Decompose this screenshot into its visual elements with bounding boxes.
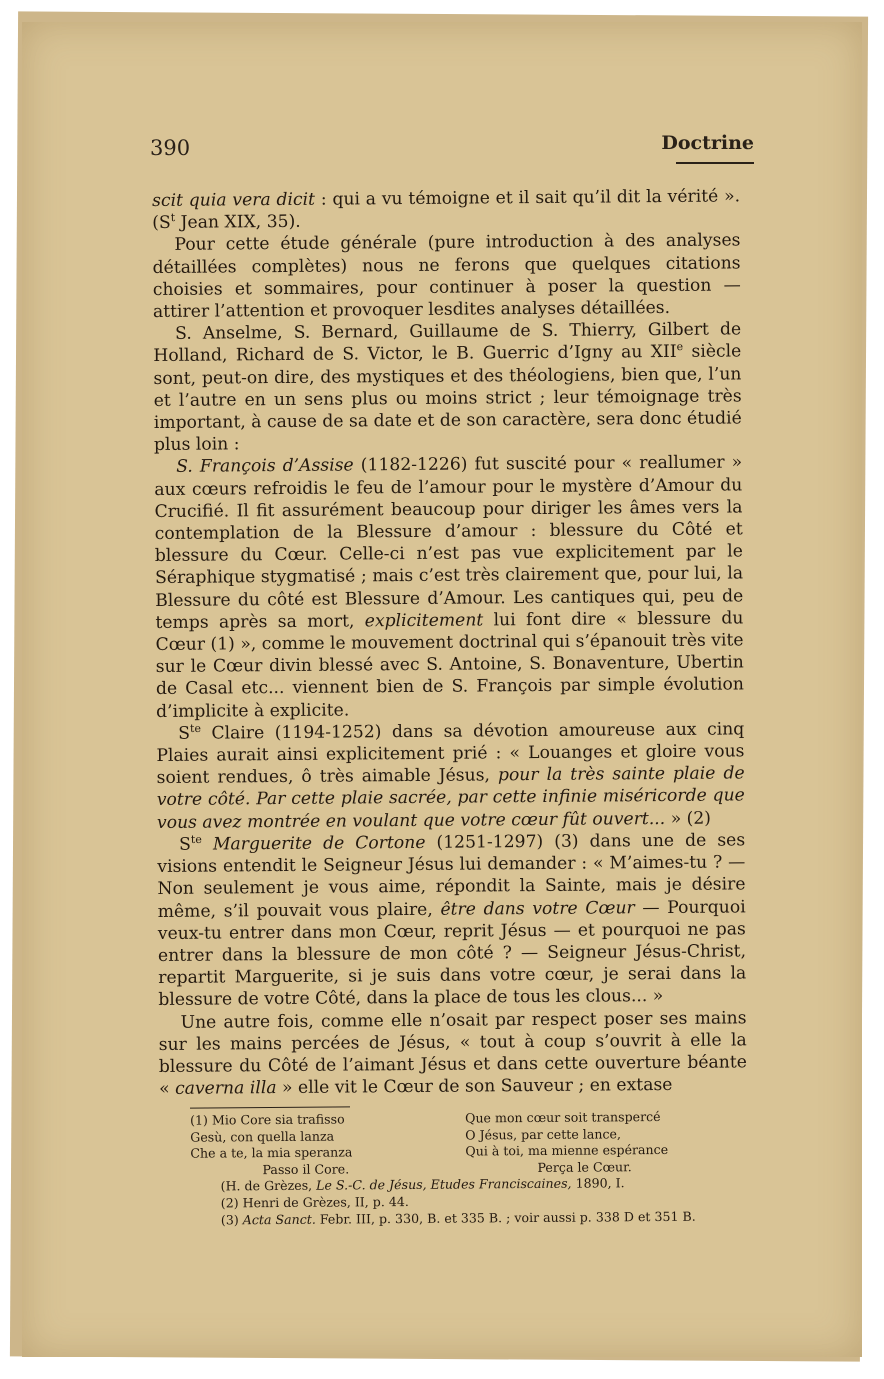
text-run: (1251-1297) (3) dans une de ses visions entendit le Seigneur Jésus lui demander : « M’aimes-tu ? — Non seulement je vous aime, répondit la Sainte, mais je désire même, s’il pouvait vous plaire, xyxy=(157,830,746,922)
poem-line: Qui à toi, ma mienne espérance xyxy=(465,1142,669,1159)
footnotes xyxy=(150,1103,741,1229)
footnote-3-title: Acta Sanct. xyxy=(242,1211,316,1227)
footnote-rule xyxy=(190,1106,350,1108)
paragraph xyxy=(152,185,740,234)
superscript: te xyxy=(190,832,202,846)
text-run: — Pourquoi veux-tu entrer dans mon Cœur, reprit Jésus — et pourquoi ne pas entrer dans la blessure de mon côté ? — Seigneur Jésus-Christ, repartit Marguerite, si je suis dans votre cœur, je serai dans la blessure de votre Côté, dans la place de tous les clous... » xyxy=(157,896,747,1011)
page-number: 390 xyxy=(150,136,191,160)
poem-line: O Jésus, par cette lance, xyxy=(465,1125,621,1143)
text-run: (1182-1226) fut suscité pour « reallumer » aux cœurs refroidis le feu de l’amour pour le mystère d’Amour du Crucifié. Il fit assurément beaucoup pour diriger les âmes vers la contemplation de la Blessure d’amour : blessure du Côté et blessure du Cœur. Celle-ci n’est pas vue explicitement par le Séraphique stygmatisé ; mais c’est très clairement que, pour lui, la Blessure du côté est Blessure d’Amour. Les cantiques qui, peu de temps après sa mort, xyxy=(154,452,744,633)
footnote-3-prefix: (3) xyxy=(220,1211,243,1228)
text-run: Une autre fois, comme elle n’osait par respect poser ses mains sur les mains percées de Jésus, « tout à coup s’ouvrit à elle la blessure du Côté de l’aimant Jésus et dans cette ouverture béante « xyxy=(158,1007,747,1100)
superscript: e xyxy=(676,340,684,354)
text-run: Jean XIX, 35). xyxy=(175,212,301,234)
italic-run: explicitement xyxy=(364,610,484,632)
poem-line: Che a te, la mia speranza xyxy=(190,1144,353,1161)
paragraph xyxy=(153,319,742,457)
paragraph xyxy=(152,230,741,323)
italic-run: S. François d’Assise xyxy=(176,455,354,478)
poem-line: (1) Mio Core sia trafisso xyxy=(190,1111,345,1128)
paragraph xyxy=(156,718,745,834)
footnote-source-title: Le S.-C. de Jésus, Etudes Franciscaines, xyxy=(316,1176,572,1194)
poem-line: Passo il Core. xyxy=(262,1161,350,1177)
italic-run: être dans votre Cœur xyxy=(440,897,635,920)
page-header xyxy=(150,132,754,172)
text-run: » elle vit le Cœur de son Sauveur ; en extase xyxy=(276,1075,673,1099)
running-head: Doctrine xyxy=(661,132,754,154)
italic-run: scit quia vera dicit xyxy=(152,189,316,211)
superscript: t xyxy=(170,211,176,225)
text-run: lui font dire « blessure du Cœur (1) », comme le mouvement doctrinal qui s’épanouit très vite sur le Cœur divin blessé avec S. Antoine, S. Bonaventure, Ubertin de Casal etc... viennent bien de S. François par simple évolution d’implicite à explicite. xyxy=(155,608,744,722)
text-run: S xyxy=(179,834,192,855)
footnote-poem xyxy=(150,1108,741,1179)
main-text xyxy=(152,185,747,1100)
text-run: siècle sont, peut-on dire, des mystiques et des théologiens, bien que, l’un et l’autre en un sens plus ou moins strict ; leur témoignage très important, à cause de sa date et de son caractère, sera donc étudié plus loin : xyxy=(153,341,742,456)
paragraph xyxy=(157,829,746,1011)
poem-line: Perça le Cœur. xyxy=(537,1158,632,1175)
poem-line: Gesù, con quella lanza xyxy=(190,1128,335,1145)
italic-run: pour la très sainte plaie de votre côté. Par cette plaie sacrée, par cette infinie miséricorde que vous avez montrée en voulant que votre cœur fût ouvert... xyxy=(156,763,745,833)
text-run: S. Anselme, S. Bernard, Guillaume de S. Thierry, Gilbert de Holland, Richard de S. Victor, le B. Guerric d’Igny au XII xyxy=(153,319,742,367)
header-rule xyxy=(676,162,754,164)
italic-run: caverna illa xyxy=(174,1078,277,1099)
poem-line: Que mon cœur soit transpercé xyxy=(465,1108,661,1126)
poem-italian xyxy=(150,1111,466,1180)
text-run: » (2) xyxy=(665,808,712,829)
text-run: Claire (1194-1252) dans sa dévotion amoureuse aux cinq Plaies aurait ainsi explicitement prié : « Louanges et gloire vous soient rendues, ô très aimable Jésus, xyxy=(156,719,745,789)
footnote-2: (2) Henri de Grèzes, II, p. 44. xyxy=(220,1193,409,1211)
poem-french xyxy=(465,1108,741,1177)
footnote-source-suffix: 1890, I. xyxy=(571,1175,625,1192)
paragraph xyxy=(154,452,744,723)
footnote-source-prefix: (H. de Grèzes, xyxy=(220,1178,317,1194)
footnote-3-suffix: Febr. III, p. 330, B. et 335 B. ; voir aussi p. 338 D et 351 B. xyxy=(315,1208,696,1227)
paragraph xyxy=(158,1007,747,1100)
superscript: te xyxy=(189,721,201,735)
text-run xyxy=(202,834,213,854)
text-run: S xyxy=(178,723,191,744)
text-run: : qui a vu témoigne et il sait qu’il dit la vérité ». (S xyxy=(152,186,741,234)
text-run: Pour cette étude générale (pure introduction à des analyses détaillées complètes) nous ne ferons que quelques citations choisies et sommaires, pour continuer à poser la question — attirer l’attention et provoquer lesdites analyses détaillées. xyxy=(152,230,741,323)
italic-run: Marguerite de Cortone xyxy=(212,832,426,855)
